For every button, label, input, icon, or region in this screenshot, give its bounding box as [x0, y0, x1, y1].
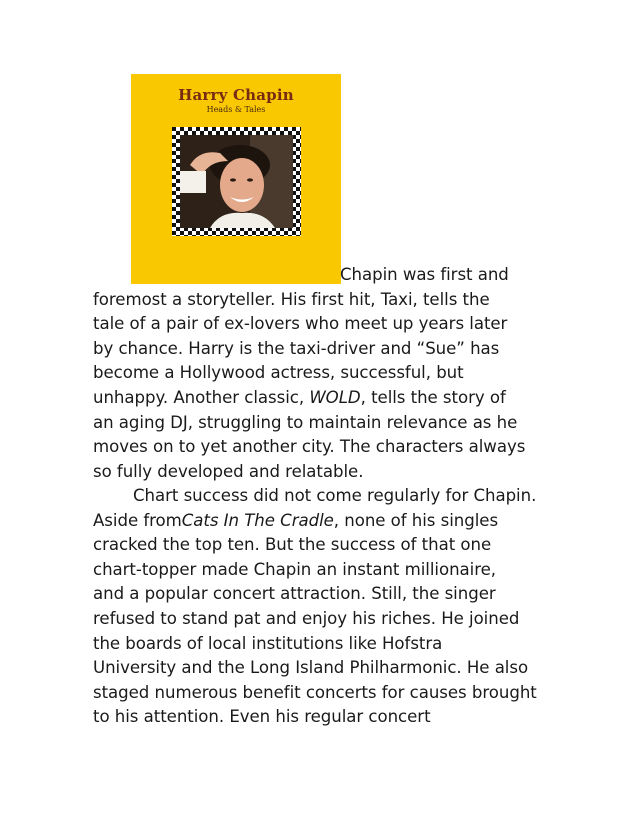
text-line: staged numerous benefit concerts for causes brought — [93, 682, 537, 702]
text-line: by chance. Harry is the taxi-driver and “Sue” has — [93, 338, 500, 358]
portrait-photo — [180, 135, 293, 228]
text-fragment: , tells the story of — [360, 387, 506, 407]
text-line: University and the Long Island Philharmonic. He also — [93, 658, 529, 678]
text-line-indented: Chart success did not come regularly for Chapin. — [133, 486, 537, 505]
song-title-cats-in-the-cradle: Cats In The Cradle — [181, 510, 334, 530]
paragraph-2 — [93, 484, 553, 730]
paragraph-1 — [93, 263, 553, 484]
checkered-border — [172, 127, 301, 236]
text-line-with-italic — [93, 386, 553, 411]
text-line: Chapin was first and — [340, 265, 509, 284]
text-line: chart-topper made Chapin an instant millionaire, — [93, 559, 497, 579]
text-line: become a Hollywood actress, successful, but — [93, 363, 464, 383]
text-line: the boards of local institutions like Hofstra — [93, 633, 443, 653]
portrait-illustration — [180, 135, 293, 228]
text-line: and a popular concert attraction. Still, the singer — [93, 584, 496, 604]
text-fragment: , none of his singles — [333, 510, 499, 530]
first-line-row — [93, 263, 553, 288]
text-line: so fully developed and relatable. — [93, 461, 364, 481]
album-cover-image — [131, 74, 341, 284]
text-line: foremost a storyteller. His first hit, Taxi, tells the — [93, 289, 490, 309]
album-artist-name: Harry Chapin — [178, 86, 294, 104]
album-title: Heads & Tales — [206, 105, 266, 114]
text-line: an aging DJ, struggling to maintain relevance as he — [93, 412, 518, 432]
song-title-wold: WOLD — [309, 387, 361, 407]
text-line: to his attention. Even his regular concert — [93, 707, 431, 727]
text-line: moves on to yet another city. The characters always — [93, 437, 526, 457]
text-line: refused to stand pat and enjoy his riches. He joined — [93, 608, 520, 628]
text-line: cracked the top ten. But the success of that one — [93, 535, 492, 555]
text-line: tale of a pair of ex-lovers who meet up years later — [93, 314, 508, 334]
text-fragment: unhappy. Another classic, — [93, 387, 310, 407]
text-fragment: Aside from — [93, 510, 182, 530]
text-line-with-italic — [93, 509, 553, 534]
